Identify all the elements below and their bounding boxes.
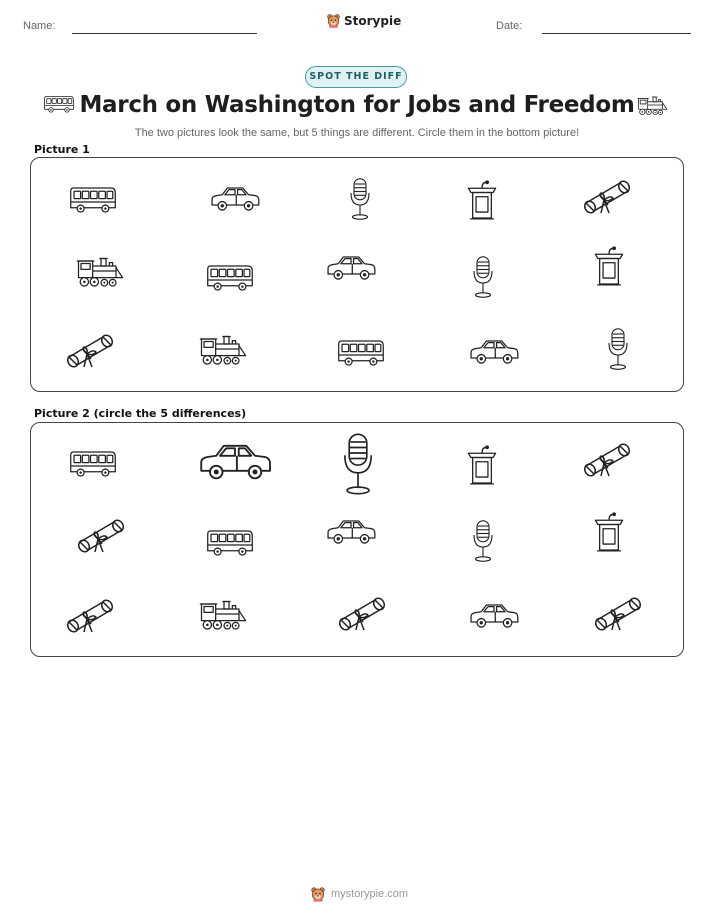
bus-icon[interactable] bbox=[205, 261, 255, 294]
diploma-icon[interactable] bbox=[582, 176, 632, 218]
diploma-icon[interactable] bbox=[65, 595, 115, 637]
picture1-label: Picture 1 bbox=[34, 143, 90, 156]
train-icon bbox=[637, 93, 669, 121]
instructions: The two pictures look the same, but 5 things are different. Circle them in the bottom picture! bbox=[134, 127, 580, 139]
bus-icon[interactable] bbox=[68, 183, 118, 216]
bus-icon[interactable] bbox=[336, 336, 386, 369]
diploma-icon[interactable] bbox=[65, 330, 115, 372]
microphone-icon[interactable] bbox=[468, 518, 498, 564]
diploma-icon[interactable] bbox=[593, 593, 643, 635]
podium-icon[interactable] bbox=[465, 178, 499, 224]
bus-icon[interactable] bbox=[68, 447, 118, 480]
podium-icon[interactable] bbox=[592, 244, 626, 290]
car-icon[interactable] bbox=[325, 515, 377, 549]
bus-icon[interactable] bbox=[205, 526, 255, 559]
train-icon[interactable] bbox=[199, 330, 249, 368]
picture2-label: Picture 2 (circle the 5 differences) bbox=[34, 407, 247, 420]
picture2-panel bbox=[30, 422, 684, 657]
brand-logo bbox=[326, 13, 401, 28]
podium-icon[interactable] bbox=[592, 510, 626, 556]
footer bbox=[310, 886, 408, 902]
car-icon[interactable] bbox=[197, 437, 273, 487]
bear-icon bbox=[326, 13, 341, 28]
car-icon[interactable] bbox=[325, 251, 377, 285]
microphone-icon[interactable] bbox=[468, 254, 498, 300]
microphone-icon[interactable] bbox=[336, 431, 380, 497]
car-icon[interactable] bbox=[468, 599, 520, 633]
brand-name: Storypie bbox=[344, 13, 402, 28]
diploma-icon[interactable] bbox=[76, 515, 126, 557]
diploma-icon[interactable] bbox=[582, 439, 632, 481]
date-label: Date: bbox=[496, 20, 523, 32]
train-icon[interactable] bbox=[199, 595, 249, 633]
date-line[interactable] bbox=[542, 33, 691, 34]
name-line[interactable] bbox=[72, 33, 257, 34]
microphone-icon[interactable] bbox=[345, 176, 375, 222]
podium-icon[interactable] bbox=[465, 443, 499, 489]
car-icon[interactable] bbox=[209, 182, 261, 216]
footer-url[interactable]: mystorypie.com bbox=[331, 888, 409, 900]
name-label: Name: bbox=[23, 20, 56, 32]
picture1-panel bbox=[30, 157, 684, 392]
page-title: March on Washington for Jobs and Freedom bbox=[79, 92, 635, 118]
train-icon[interactable] bbox=[76, 252, 126, 290]
car-icon[interactable] bbox=[468, 335, 520, 369]
spot-the-diff-badge: SPOT THE DIFF bbox=[305, 66, 407, 88]
microphone-icon[interactable] bbox=[603, 326, 633, 372]
bear-icon bbox=[310, 886, 326, 902]
diploma-icon[interactable] bbox=[337, 593, 387, 635]
